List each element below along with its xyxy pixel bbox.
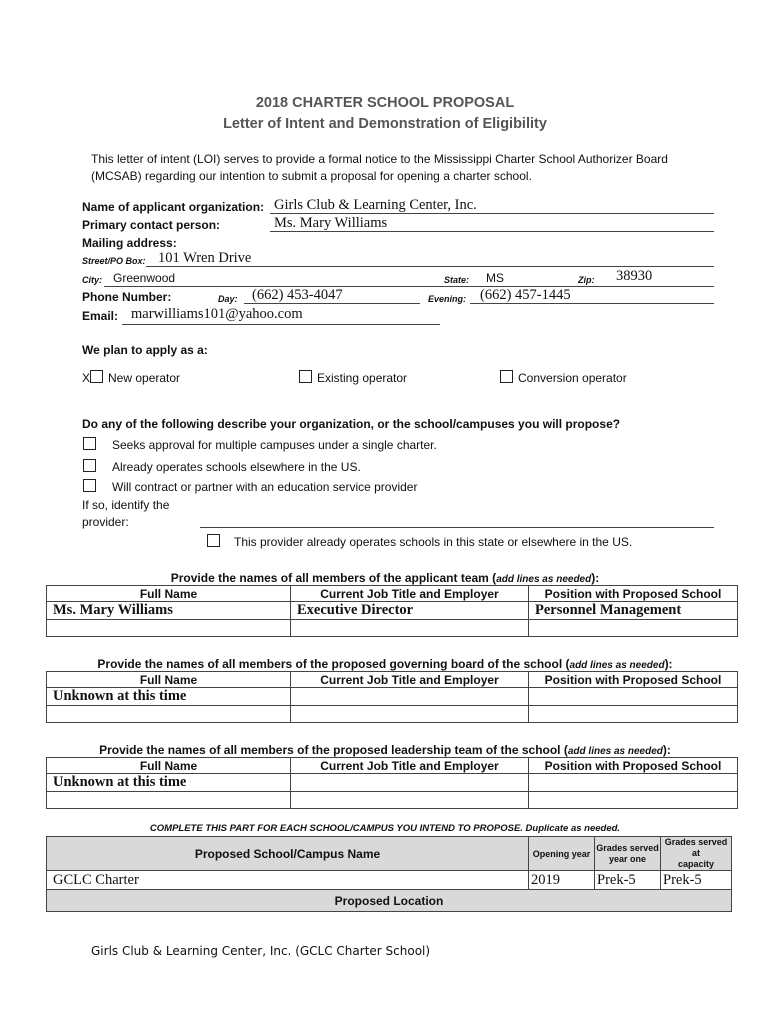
intro-line-1: This letter of intent (LOI) serves to provide a formal notice to the Mississippi Charter School Authorizer Board <box>91 152 668 166</box>
multiple-campuses-label: Seeks approval for multiple campuses under a single charter. <box>112 438 437 452</box>
provider-operates-checkbox[interactable] <box>207 534 220 547</box>
esp-partner-label: Will contract or partner with an education service provider <box>112 480 418 494</box>
provider-operates-label: This provider already operates schools in this state or elsewhere in the US. <box>234 535 633 549</box>
day-label: Day: <box>218 294 238 304</box>
governing-board-table <box>46 671 738 723</box>
grades-capacity-line-1: Grades served at <box>664 837 728 858</box>
contact-label: Primary contact person: <box>82 218 221 232</box>
leadership-team-table <box>46 757 738 809</box>
board-cell-position[interactable] <box>529 688 738 706</box>
team-cell-empty[interactable] <box>47 620 291 637</box>
footer-text: Girls Club & Learning Center, Inc. (GCLC Charter School) <box>91 944 431 958</box>
describe-heading: Do any of the following describe your organization, or the school/campuses you will propose? <box>82 417 621 431</box>
contact-underline <box>270 231 714 232</box>
intro-line-2: (MCSAB) regarding our intention to submit a proposal for opening a charter school. <box>91 169 532 183</box>
existing-operator-checkbox[interactable] <box>299 370 312 383</box>
campus-col-year: Opening year <box>529 837 595 871</box>
leadership-caption-text: Provide the names of all members of the proposed leadership team of the school <box>99 743 561 757</box>
new-operator-label: New operator <box>108 371 181 385</box>
board-caption: Provide the names of all members of the proposed governing board of the school (add lines as needed): <box>97 657 673 671</box>
campus-grades-year-one-cell[interactable]: Prek-5 <box>595 871 661 890</box>
conversion-operator-label: Conversion operator <box>518 371 627 385</box>
evening-phone-field[interactable]: (662) 457-1445 <box>480 287 571 303</box>
board-caption-text: Provide the names of all members of the proposed governing board of the school <box>97 657 563 671</box>
leadership-cell-empty[interactable] <box>47 792 291 809</box>
campus-note: COMPLETE THIS PART FOR EACH SCHOOL/CAMPUS YOU INTEND TO PROPOSE. Duplicate as needed. <box>149 823 621 834</box>
table-row <box>47 602 738 620</box>
mailing-label: Mailing address: <box>82 236 177 250</box>
email-label: Email: <box>82 309 119 323</box>
conversion-operator-checkbox[interactable] <box>500 370 513 383</box>
org-field[interactable]: Girls Club & Learning Center, Inc. <box>274 197 477 213</box>
team-col-job: Current Job Title and Employer <box>291 586 529 602</box>
zip-field[interactable]: 38930 <box>616 268 653 284</box>
leadership-cell-job[interactable] <box>291 774 529 792</box>
grades-capacity-line-2: capacity <box>677 859 715 869</box>
team-cell-name[interactable]: Ms. Mary Williams <box>47 602 291 620</box>
city-label: City: <box>82 275 102 285</box>
board-col-name: Full Name <box>47 672 291 688</box>
phone-label: Phone Number: <box>82 290 172 304</box>
street-underline <box>146 266 714 267</box>
street-field[interactable]: 101 Wren Drive <box>158 250 252 266</box>
leadership-cell-position[interactable] <box>529 774 738 792</box>
team-col-name: Full Name <box>47 586 291 602</box>
email-underline <box>122 324 440 325</box>
esp-partner-checkbox[interactable] <box>83 479 96 492</box>
board-cell-job[interactable] <box>291 688 529 706</box>
campus-name-cell[interactable]: GCLC Charter <box>47 871 529 890</box>
document-title: 2018 CHARTER SCHOOL PROPOSAL <box>255 95 515 111</box>
city-field[interactable]: Greenwood <box>113 271 176 285</box>
new-operator-mark: X <box>82 371 91 385</box>
identify-provider-label-2: provider: <box>82 515 129 529</box>
campus-table <box>46 836 732 912</box>
leadership-cell-name[interactable]: Unknown at this time <box>47 774 291 792</box>
campus-grades-capacity-cell[interactable]: Prek-5 <box>661 871 732 890</box>
existing-operator-label: Existing operator <box>317 371 408 385</box>
campus-year-cell[interactable]: 2019 <box>529 871 595 890</box>
leadership-col-job: Current Job Title and Employer <box>291 758 529 774</box>
email-field[interactable]: marwilliams101@yahoo.com <box>131 306 303 322</box>
board-col-position: Position with Proposed School <box>529 672 738 688</box>
board-cell-empty[interactable] <box>529 706 738 723</box>
provider-field[interactable] <box>200 527 714 528</box>
state-label: State: <box>444 275 470 285</box>
team-cell-empty[interactable] <box>529 620 738 637</box>
leadership-cell-empty[interactable] <box>529 792 738 809</box>
leadership-col-name: Full Name <box>47 758 291 774</box>
grades-year-one-line-2: year one <box>608 853 647 864</box>
team-cell-job[interactable]: Executive Director <box>291 602 529 620</box>
campus-col-grades-year-one <box>595 837 661 871</box>
leadership-caption: Provide the names of all members of the proposed leadership team of the school (add lines as needed): <box>99 743 671 757</box>
table-row <box>47 774 738 792</box>
city-underline <box>104 286 714 287</box>
leadership-col-position: Position with Proposed School <box>529 758 738 774</box>
day-phone-field[interactable]: (662) 453-4047 <box>252 287 343 303</box>
state-field[interactable]: MS <box>486 271 504 285</box>
new-operator-checkbox[interactable] <box>90 370 103 383</box>
zip-label: Zip: <box>578 275 595 285</box>
apply-as-heading: We plan to apply as a: <box>82 343 208 357</box>
team-caption-text: Provide the names of all members of the applicant team <box>170 571 489 585</box>
board-cell-empty[interactable] <box>47 706 291 723</box>
day-underline <box>244 303 420 304</box>
contact-field[interactable]: Ms. Mary Williams <box>274 215 388 231</box>
team-add-lines: add lines as needed <box>496 574 592 585</box>
org-label: Name of applicant organization: <box>82 200 265 214</box>
board-col-job: Current Job Title and Employer <box>291 672 529 688</box>
table-row <box>47 620 738 637</box>
campus-col-name: Proposed School/Campus Name <box>47 837 529 871</box>
team-cell-empty[interactable] <box>291 620 529 637</box>
grades-year-one-line-1: Grades served <box>596 842 659 853</box>
proposed-location-label: Proposed Location <box>47 890 732 912</box>
operates-elsewhere-checkbox[interactable] <box>83 459 96 472</box>
team-cell-position[interactable]: Personnel Management <box>529 602 738 620</box>
document-subtitle: Letter of Intent and Demonstration of Eligibility <box>223 116 547 132</box>
leadership-cell-empty[interactable] <box>291 792 529 809</box>
team-col-position: Position with Proposed School <box>529 586 738 602</box>
evening-label: Evening: <box>428 294 467 304</box>
leadership-add-lines: add lines as needed <box>567 746 663 757</box>
org-underline <box>270 213 714 214</box>
table-row <box>47 871 732 890</box>
table-row <box>47 706 738 723</box>
identify-provider-label-1: If so, identify the <box>82 498 170 512</box>
operates-elsewhere-label: Already operates schools elsewhere in the US. <box>112 460 361 474</box>
multiple-campuses-checkbox[interactable] <box>83 437 96 450</box>
street-label: Street/PO Box: <box>82 256 146 266</box>
table-row <box>47 688 738 706</box>
evening-underline <box>470 303 714 304</box>
campus-col-grades-capacity <box>661 837 732 871</box>
applicant-team-table <box>46 585 738 637</box>
team-caption: Provide the names of all members of the applicant team (add lines as needed): <box>170 571 600 585</box>
table-row <box>47 792 738 809</box>
board-add-lines: add lines as needed <box>569 660 665 671</box>
board-cell-empty[interactable] <box>291 706 529 723</box>
board-cell-name[interactable]: Unknown at this time <box>47 688 291 706</box>
